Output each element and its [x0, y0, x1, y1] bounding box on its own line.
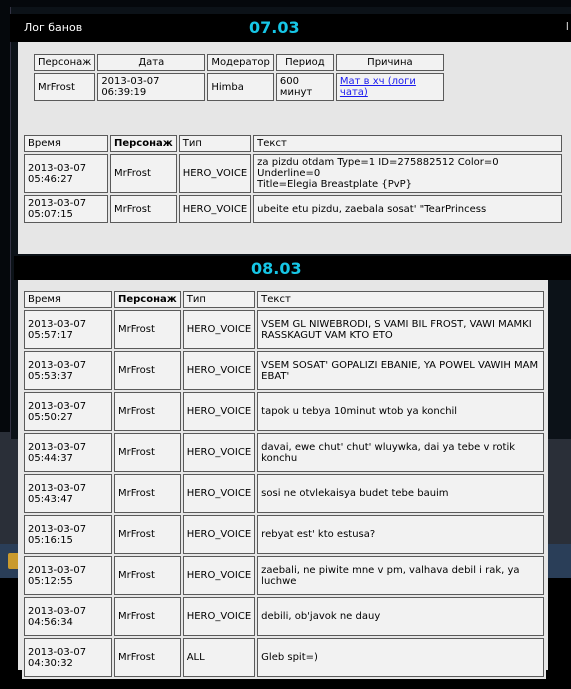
row-time: 05:53:37	[28, 370, 73, 382]
text-line-2: Title=Elegia Breastplate {PvP}	[257, 179, 413, 190]
character-cell: MrFrost	[114, 474, 181, 513]
row-time: 05:46:27	[28, 173, 73, 185]
character-cell: MrFrost	[114, 351, 181, 390]
type-cell: HERO_VOICE	[183, 597, 255, 636]
text-line-1: davai, ewe chut' chut' wluywka, dai ya tebe v rotik	[261, 441, 516, 453]
text-line-1: Gleb spit=)	[261, 652, 318, 663]
character-cell: MrFrost	[110, 195, 177, 223]
table-row	[24, 154, 562, 193]
ban-character: MrFrost	[34, 73, 95, 101]
col-header-date: Дата	[97, 54, 205, 71]
ban-period: 600 минут	[276, 73, 334, 101]
type-cell: HERO_VOICE	[183, 433, 255, 472]
ban-date: 2013-03-07 06:39:19	[97, 73, 205, 101]
text-cell	[257, 433, 544, 472]
row-date: 2013-03-07	[28, 400, 87, 412]
ban-table-header-row	[34, 54, 444, 71]
row-date: 2013-03-07	[28, 482, 87, 494]
col-header-character: Персонаж	[34, 54, 95, 71]
character-cell: MrFrost	[110, 154, 177, 193]
table-row	[24, 433, 544, 472]
time-cell	[24, 195, 108, 223]
ban-reason-cell	[336, 73, 444, 101]
text-cell	[253, 154, 562, 193]
col-header-text: Текст	[253, 135, 562, 152]
time-cell	[24, 351, 112, 390]
row-date: 2013-03-07	[28, 523, 87, 535]
text-cell	[257, 351, 544, 390]
text-line-2: luchwe	[261, 575, 297, 587]
row-time: 05:07:15	[28, 209, 73, 220]
character-cell: MrFrost	[114, 638, 181, 677]
type-cell: HERO_VOICE	[183, 310, 255, 349]
row-date: 2013-03-07	[28, 162, 87, 174]
text-line-1: rebyat est' kto estusa?	[261, 529, 376, 540]
type-cell: HERO_VOICE	[183, 556, 255, 595]
character-cell: MrFrost	[114, 433, 181, 472]
row-time: 05:44:37	[28, 452, 73, 464]
row-date: 2013-03-07	[28, 441, 87, 453]
log-rows	[24, 310, 544, 677]
ban-table	[32, 52, 446, 103]
col-header-text: Текст	[257, 291, 544, 308]
type-cell: HERO_VOICE	[183, 474, 255, 513]
col-header-character: Персонаж	[114, 291, 181, 308]
row-time: 04:56:34	[28, 616, 73, 628]
character-cell: MrFrost	[114, 556, 181, 595]
row-time: 05:57:17	[28, 329, 73, 341]
col-header-reason: Причина	[336, 54, 444, 71]
log-header-row	[24, 135, 562, 152]
ban-table-row	[34, 73, 444, 101]
col-header-type: Тип	[183, 291, 255, 308]
text-cell	[257, 474, 544, 513]
chat-log-table-2	[22, 289, 546, 679]
ban-moderator: Himba	[207, 73, 274, 101]
table-row	[24, 556, 544, 595]
character-cell: MrFrost	[114, 515, 181, 554]
row-date: 2013-03-07	[28, 318, 87, 330]
table-row	[24, 597, 544, 636]
time-cell	[24, 474, 112, 513]
type-cell: HERO_VOICE	[179, 195, 251, 223]
date-header-2: 08.03	[251, 259, 302, 278]
text-cell	[257, 556, 544, 595]
ban-reason-link[interactable]: Мат в хч (логи чата)	[339, 76, 416, 98]
text-line-1: tapok u tebya 10minut wtob ya konchil	[261, 406, 458, 417]
type-cell: HERO_VOICE	[183, 392, 255, 431]
time-cell	[24, 556, 112, 595]
time-cell	[24, 154, 108, 193]
table-row	[24, 310, 544, 349]
time-cell	[24, 310, 112, 349]
text-cell	[257, 310, 544, 349]
table-row	[24, 515, 544, 554]
time-cell	[24, 433, 112, 472]
window-title: Лог банов	[24, 21, 83, 34]
row-time: 05:16:15	[28, 534, 73, 546]
type-cell: ALL	[183, 638, 255, 677]
row-date: 2013-03-07	[28, 359, 87, 371]
text-cell	[257, 515, 544, 554]
type-cell: HERO_VOICE	[183, 351, 255, 390]
text-line-2: RASSKAGUT VAM KTO ETO	[261, 329, 393, 341]
text-line-1: debili, ob'javok ne dauy	[261, 611, 381, 622]
type-cell: HERO_VOICE	[179, 154, 251, 193]
text-line-2: EBAT'	[261, 370, 290, 382]
time-cell	[24, 597, 112, 636]
text-line-1: sosi ne otvlekaisya budet tebe bauim	[261, 488, 449, 499]
col-header-type: Тип	[179, 135, 251, 152]
table-row	[24, 351, 544, 390]
row-date: 2013-03-07	[28, 646, 87, 658]
date-header-1: 07.03	[249, 18, 300, 37]
time-cell	[24, 638, 112, 677]
character-cell: MrFrost	[114, 597, 181, 636]
window-edge-marker: I	[565, 20, 569, 33]
col-header-period: Период	[276, 54, 334, 71]
row-time: 05:43:47	[28, 493, 73, 505]
table-row	[24, 638, 544, 677]
character-cell: MrFrost	[114, 310, 181, 349]
text-line-2: konchu	[261, 452, 298, 464]
row-date: 2013-03-07	[28, 564, 87, 576]
table-row	[24, 195, 562, 223]
character-cell: MrFrost	[114, 392, 181, 431]
text-line-1: za pizdu otdam Type=1 ID=275882512 Color=0 Underline=0	[257, 157, 499, 179]
text-cell	[257, 638, 544, 677]
row-time: 04:30:32	[28, 657, 73, 669]
text-line-1: zaebali, ne piwite mne v pm, valhava debil i rak, ya	[261, 564, 520, 576]
text-cell: ubeite etu pizdu, zaebala sosat' "TearPrincess	[253, 195, 562, 223]
chat-log-table-1	[22, 133, 564, 225]
text-cell	[257, 392, 544, 431]
row-time: 05:12:55	[28, 575, 73, 587]
row-time: 05:50:27	[28, 411, 73, 423]
col-header-time: Время	[24, 291, 112, 308]
log-header-row	[24, 291, 544, 308]
text-line-1: VSEM GL NIWEBRODI, S VAMI BIL FROST, VAWI MAMKI	[261, 318, 532, 330]
text-line-1: VSEM SOSAT' GOPALIZI EBANIE, YA POWEL VAWIH MAM	[261, 359, 539, 371]
row-date: 2013-03-07	[28, 605, 87, 617]
text-cell	[257, 597, 544, 636]
time-cell	[24, 515, 112, 554]
time-cell	[24, 392, 112, 431]
row-date: 2013-03-07	[28, 198, 87, 209]
type-cell: HERO_VOICE	[183, 515, 255, 554]
col-header-moderator: Модератор	[207, 54, 274, 71]
table-row	[24, 474, 544, 513]
table-row	[24, 392, 544, 431]
col-header-time: Время	[24, 135, 108, 152]
col-header-character: Персонаж	[110, 135, 177, 152]
